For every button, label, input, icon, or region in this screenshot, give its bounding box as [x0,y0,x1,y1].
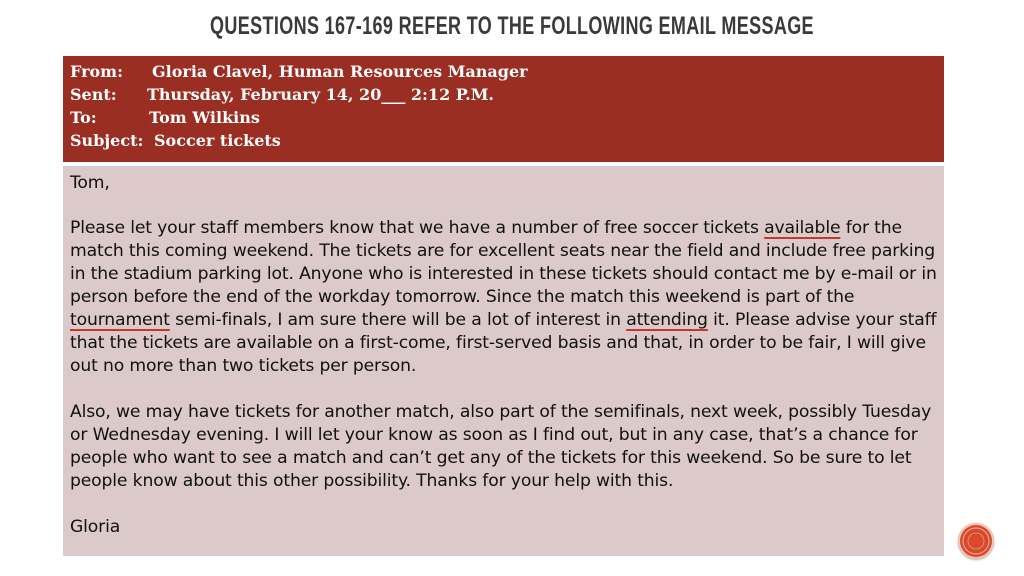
email-body [63,166,944,556]
email-paragraph-2: Also, we may have tickets for another match, also part of the semifinals, next week, possibly Tuesday or Wednesday evening. I will let your know as soon as I find out, but in any case, that’s a chance for people who want to see a match and can’t get any of the tickets for this weekend. So be sure to let people know about this other possibility. Thanks for your help with this. [70,402,932,491]
from-row [70,62,123,81]
underlined-word-attending: attending [626,310,708,330]
underlined-word-available: available [764,218,841,238]
sent-label: Sent: [70,85,117,104]
underlined-word-tournament: tournament [70,310,170,330]
subject-label: Subject: [70,131,144,150]
subject-value: Soccer tickets [154,131,281,150]
slide-nav-button[interactable] [958,523,994,559]
sent-row [70,85,117,104]
p1-text-a: Please let your staff members know that we have a number of free soccer tickets [70,218,765,238]
to-row [70,108,97,127]
slide-title: QUESTIONS 167-169 REFER TO THE FOLLOWING EMAIL MESSAGE [210,12,814,40]
sent-value: Thursday, February 14, 20___ 2:12 P.M. [147,85,494,104]
email-paragraph-1 [70,217,940,378]
from-value: Gloria Clavel, Human Resources Manager [152,62,528,81]
email-signoff: Gloria [70,517,121,537]
slide-nav-icon [958,523,994,559]
from-label: From: [70,62,124,81]
p1-text-c: semi-finals, I am sure there will be a lot of interest in [169,310,627,330]
email-header [63,56,944,162]
p1-text-d: it. Please advise your staff that the tickets are available on a first-come, first-served basis and that, in order to be fair, I will give out no more than two tickets per person. [70,310,937,376]
to-label: To: [70,108,97,127]
p1-text-b: for the match this coming weekend. The tickets are for excellent seats near the field and include free parking in the stadium parking lot. Anyone who is interested in these tickets should contact me by e-mail or in person before the end of the workday tomorrow. Since the match this weekend is part of the [70,218,937,307]
subject-row [70,131,143,150]
to-value: Tom Wilkins [149,108,260,127]
email-greeting: Tom, [70,173,110,193]
